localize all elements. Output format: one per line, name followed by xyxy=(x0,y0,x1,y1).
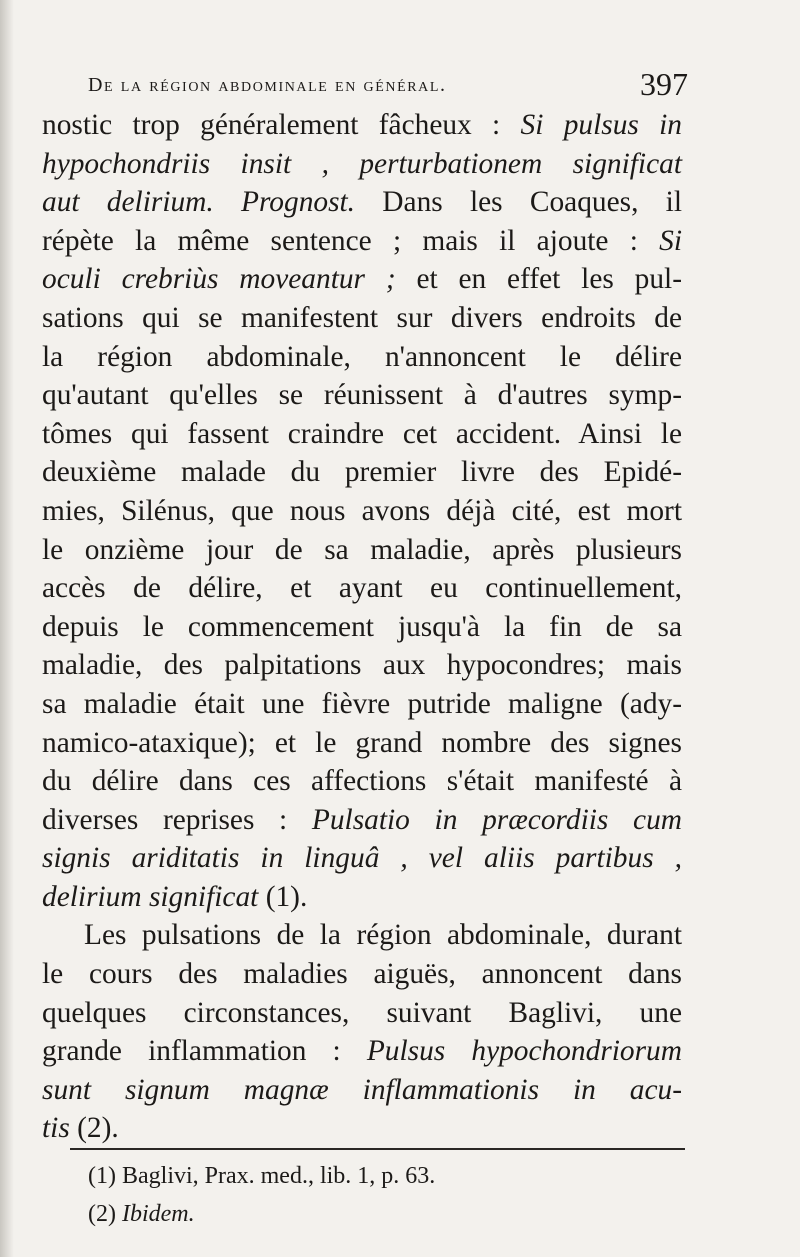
footnotes xyxy=(88,1157,588,1233)
body-line xyxy=(42,608,682,647)
body-line xyxy=(42,415,682,454)
italic-text: delirium significat xyxy=(42,880,259,913)
text-segment: le onzième jour de sa maladie, après plusieurs xyxy=(42,533,682,566)
body-line xyxy=(42,839,682,878)
text-segment: Les pulsations de la région abdominale, durant xyxy=(84,919,682,952)
page-number: 397 xyxy=(640,66,688,102)
body-line xyxy=(42,762,682,801)
text-segment: sations qui se manifestent sur divers endroits de xyxy=(42,301,682,334)
text-segment: (1). xyxy=(258,880,308,913)
body-line xyxy=(42,145,682,184)
italic-text: signis ariditatis in linguâ , vel aliis partibus , xyxy=(42,842,682,875)
footnote-line xyxy=(88,1157,588,1195)
body-line xyxy=(42,222,682,261)
italic-text: tis xyxy=(42,1112,70,1145)
italic-text: hypochondriis insit , perturbationem significat xyxy=(42,147,682,180)
running-title: De la région abdominale en général. xyxy=(88,74,447,96)
body-line xyxy=(42,1032,682,1071)
text-segment: deuxième malade du premier livre des Epidé- xyxy=(42,456,682,489)
body-line xyxy=(42,299,682,338)
italic-text: oculi crebriùs moveantur ; xyxy=(42,263,396,296)
footnote-line xyxy=(88,1195,588,1233)
body-line xyxy=(42,955,682,994)
body-line xyxy=(42,569,682,608)
page-header xyxy=(88,66,688,106)
italic-text: Pulsus hypochondriorum xyxy=(366,1035,682,1068)
body-line xyxy=(42,338,682,377)
body-line xyxy=(42,453,682,492)
text-segment: accès de délire, et ayant eu continuellement, xyxy=(42,572,682,605)
body-line xyxy=(42,801,682,840)
text-segment: et en effet les pul- xyxy=(395,263,682,296)
body-line xyxy=(42,531,682,570)
italic-text: Si xyxy=(659,224,682,257)
text-segment: quelques circonstances, suivant Baglivi, une xyxy=(42,996,682,1029)
italic-text: aut delirium. Prognost. xyxy=(42,186,356,219)
text-segment: nostic trop généralement fâcheux : xyxy=(42,109,521,141)
body-line xyxy=(42,492,682,531)
text-segment: qu'autant qu'elles se réunissent à d'autres symp- xyxy=(42,379,682,412)
footnote-rule xyxy=(70,1148,685,1150)
text-segment: sa maladie était une fièvre putride maligne (ady- xyxy=(42,687,682,720)
text-segment: diverses reprises : xyxy=(42,803,312,836)
body-line xyxy=(42,724,682,763)
body-line xyxy=(42,646,682,685)
text-segment: répète la même sentence ; mais il ajoute : xyxy=(42,224,660,257)
body-line xyxy=(42,1071,682,1110)
text-segment: namico-ataxique); et le grand nombre des signes xyxy=(42,726,682,759)
text-segment: le cours des maladies aiguës, annoncent dans xyxy=(42,958,682,991)
text-segment: mies, Silénus, que nous avons déjà cité, est mort xyxy=(42,494,682,527)
body-line xyxy=(42,1109,682,1148)
italic-text: Ibidem. xyxy=(121,1201,195,1227)
body-line xyxy=(42,260,682,299)
text-segment: du délire dans ces affections s'était manifesté à xyxy=(42,765,682,798)
body-line xyxy=(42,878,682,917)
italic-text: Pulsatio in præcordiis cum xyxy=(311,803,682,836)
body-line xyxy=(42,183,682,222)
text-segment: grande inflammation : xyxy=(42,1035,367,1068)
body-line xyxy=(42,376,682,415)
text-segment: (2) xyxy=(88,1201,122,1227)
text-segment: (2). xyxy=(69,1112,119,1145)
text-segment: Dans les Coaques, il xyxy=(355,186,682,219)
italic-text: Si pulsus in xyxy=(520,109,682,141)
body-line xyxy=(42,916,682,955)
page-gutter-shadow xyxy=(0,0,14,1257)
italic-text: sunt signum magnæ inflammationis in acu- xyxy=(42,1073,682,1106)
text-segment: depuis le commencement jusqu'à la fin de sa xyxy=(42,610,682,643)
text-segment: (1) Baglivi, Prax. med., lib. 1, p. 63. xyxy=(88,1163,436,1189)
text-segment: la région abdominale, n'annoncent le délire xyxy=(42,340,682,373)
text-segment: tômes qui fassent craindre cet accident. Ainsi le xyxy=(42,417,682,450)
body-line xyxy=(42,685,682,724)
text-segment: maladie, des palpitations aux hypocondres; mais xyxy=(42,649,682,682)
body-line xyxy=(42,994,682,1033)
body-line xyxy=(42,106,682,145)
body-text xyxy=(42,106,682,1148)
